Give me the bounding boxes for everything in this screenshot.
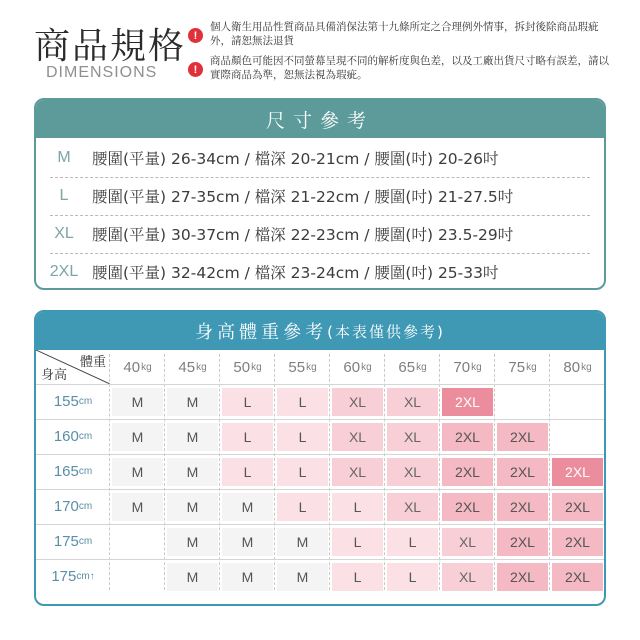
size-cell: 2XL xyxy=(497,493,548,521)
size-cell: 2XL xyxy=(497,563,548,591)
height-weight-title-bar xyxy=(36,312,604,350)
size-cell: 2XL xyxy=(442,458,493,486)
size-cell: M xyxy=(167,388,218,416)
size-cell: M xyxy=(167,528,218,556)
size-cell: M xyxy=(277,528,328,556)
size-cell: XL xyxy=(387,423,438,451)
height-unit: cm xyxy=(78,430,93,442)
size-measurements: 腰圍(平量) 26-34cm / 檔深 20-21cm / 腰圍(吋) 20-26吋 xyxy=(92,150,499,168)
weight-header xyxy=(110,350,165,384)
weight-unit: kg xyxy=(526,361,537,373)
size-cell: 2XL xyxy=(497,528,548,556)
height-value: 170 xyxy=(53,497,79,515)
height-value: 165 xyxy=(53,462,79,480)
size-cell: XL xyxy=(387,388,438,416)
column-divider xyxy=(439,354,440,590)
column-divider xyxy=(274,354,275,590)
size-label: L xyxy=(59,187,69,204)
size-cell: XL xyxy=(387,493,438,521)
column-divider xyxy=(164,354,165,590)
height-header xyxy=(36,559,110,593)
row-divider xyxy=(36,384,604,385)
weight-value: 80 xyxy=(563,358,581,376)
size-cell: M xyxy=(277,563,328,591)
height-axis-label: 身高 xyxy=(41,368,68,383)
weight-unit: kg xyxy=(251,361,262,373)
size-cell xyxy=(552,388,603,416)
weight-value: 60 xyxy=(343,358,361,376)
weight-unit: kg xyxy=(416,361,427,373)
weight-value: 40 xyxy=(123,358,141,376)
weight-unit: kg xyxy=(306,361,317,373)
height-header xyxy=(36,419,110,453)
size-cell: 2XL xyxy=(442,423,493,451)
page-title: 商品規格 xyxy=(34,26,187,67)
size-cell: L xyxy=(277,423,328,451)
weight-value: 75 xyxy=(508,358,526,376)
height-header xyxy=(36,489,110,523)
size-cell: 2XL xyxy=(552,458,603,486)
weight-unit: kg xyxy=(196,361,207,373)
row-divider xyxy=(36,419,604,420)
size-cell: L xyxy=(332,528,383,556)
size-cell: M xyxy=(112,388,163,416)
weight-header xyxy=(165,350,220,384)
size-cell: XL xyxy=(332,423,383,451)
size-cell: 2XL xyxy=(497,458,548,486)
weight-header xyxy=(385,350,440,384)
size-cell: 2XL xyxy=(442,388,493,416)
height-header xyxy=(36,384,110,418)
size-cell xyxy=(497,388,548,416)
column-divider xyxy=(219,354,220,590)
size-cell: 2XL xyxy=(552,493,603,521)
size-cell: L xyxy=(277,493,328,521)
weight-unit: kg xyxy=(141,361,152,373)
size-cell: L xyxy=(222,423,273,451)
size-row-l xyxy=(36,177,604,215)
height-weight-title: 身高體重參考 xyxy=(195,322,328,343)
notice-text: 個人衛生用品性質商品具備消保法第十九條所定之合理例外情事，拆封後除商品瑕疵外，請恕無法退貨 xyxy=(210,21,599,47)
weight-unit: kg xyxy=(581,361,592,373)
size-cell: M xyxy=(222,493,273,521)
size-cell: XL xyxy=(442,563,493,591)
size-measurements: 腰圍(平量) 32-42cm / 檔深 23-24cm / 腰圍(吋) 25-33吋 xyxy=(92,264,499,282)
size-label: M xyxy=(57,149,71,166)
column-divider xyxy=(329,354,330,590)
weight-header xyxy=(220,350,275,384)
weight-value: 55 xyxy=(288,358,306,376)
height-unit: cm xyxy=(78,465,93,477)
size-cell: 2XL xyxy=(552,528,603,556)
height-header xyxy=(36,454,110,488)
weight-value: 65 xyxy=(398,358,416,376)
row-divider xyxy=(36,559,604,560)
size-cell: L xyxy=(332,493,383,521)
size-reference-card xyxy=(34,98,606,290)
page-subtitle: DIMENSIONS xyxy=(46,64,158,81)
height-value: 175 xyxy=(51,567,77,585)
size-cell: 2XL xyxy=(552,563,603,591)
size-cell: XL xyxy=(332,388,383,416)
weight-unit: kg xyxy=(361,361,372,373)
weight-header xyxy=(495,350,550,384)
size-cell: M xyxy=(112,493,163,521)
weight-axis-label: 體重 xyxy=(79,355,106,370)
alert-icon: ! xyxy=(188,28,203,43)
size-cell: 2XL xyxy=(442,493,493,521)
size-cell: L xyxy=(332,563,383,591)
size-cell: M xyxy=(112,458,163,486)
height-header xyxy=(36,524,110,558)
size-cell: XL xyxy=(332,458,383,486)
weight-value: 45 xyxy=(178,358,196,376)
alert-icon: ! xyxy=(188,62,203,77)
size-cell xyxy=(112,563,163,591)
size-cell xyxy=(112,528,163,556)
size-cell: M xyxy=(222,528,273,556)
notice-return-policy xyxy=(188,20,618,48)
size-row-2xl xyxy=(36,253,604,290)
size-cell: L xyxy=(222,458,273,486)
size-cell: L xyxy=(387,563,438,591)
size-measurements: 腰圍(平量) 27-35cm / 檔深 21-22cm / 腰圍(吋) 21-27.5吋 xyxy=(92,188,514,206)
size-cell: L xyxy=(387,528,438,556)
size-row-m xyxy=(36,139,604,177)
size-reference-title: 尺寸參考 xyxy=(36,100,604,138)
weight-header xyxy=(550,350,605,384)
size-cell: L xyxy=(277,458,328,486)
size-cell: M xyxy=(222,563,273,591)
size-cell: M xyxy=(167,423,218,451)
weight-value: 50 xyxy=(233,358,251,376)
weight-header xyxy=(440,350,495,384)
column-divider xyxy=(494,354,495,590)
height-unit: cm↑ xyxy=(76,570,95,582)
size-label: 2XL xyxy=(49,263,79,280)
size-row-xl xyxy=(36,215,604,253)
size-cell: M xyxy=(112,423,163,451)
size-cell: XL xyxy=(442,528,493,556)
table-corner-header xyxy=(36,350,110,384)
height-weight-card xyxy=(34,310,606,606)
height-weight-note: (本表僅供參考) xyxy=(327,322,445,341)
row-divider xyxy=(36,524,604,525)
height-unit: cm xyxy=(78,500,93,512)
height-unit: cm xyxy=(78,395,93,407)
weight-value: 70 xyxy=(453,358,471,376)
size-cell: L xyxy=(222,388,273,416)
height-value: 160 xyxy=(53,427,79,445)
weight-header xyxy=(275,350,330,384)
column-divider xyxy=(549,354,550,590)
height-value: 175 xyxy=(53,532,79,550)
size-measurements: 腰圍(平量) 30-37cm / 檔深 22-23cm / 腰圍(吋) 23.5-29吋 xyxy=(92,226,514,244)
height-unit: cm xyxy=(78,535,93,547)
size-cell: M xyxy=(167,458,218,486)
weight-header xyxy=(330,350,385,384)
size-cell: L xyxy=(277,388,328,416)
row-divider xyxy=(36,489,604,490)
size-cell xyxy=(552,423,603,451)
height-value: 155 xyxy=(53,392,79,410)
notice-text: 商品顏色可能因不同螢幕呈現不同的解析度與色差，以及工廠出貨尺寸略有誤差，請以實際商品為準，恕無法視為瑕疵。 xyxy=(210,55,609,81)
row-divider xyxy=(36,454,604,455)
size-label: XL xyxy=(54,225,74,242)
weight-unit: kg xyxy=(471,361,482,373)
size-cell: XL xyxy=(387,458,438,486)
notice-color-difference xyxy=(188,54,618,82)
size-cell: 2XL xyxy=(497,423,548,451)
column-divider xyxy=(384,354,385,590)
size-cell: M xyxy=(167,563,218,591)
size-cell: M xyxy=(167,493,218,521)
